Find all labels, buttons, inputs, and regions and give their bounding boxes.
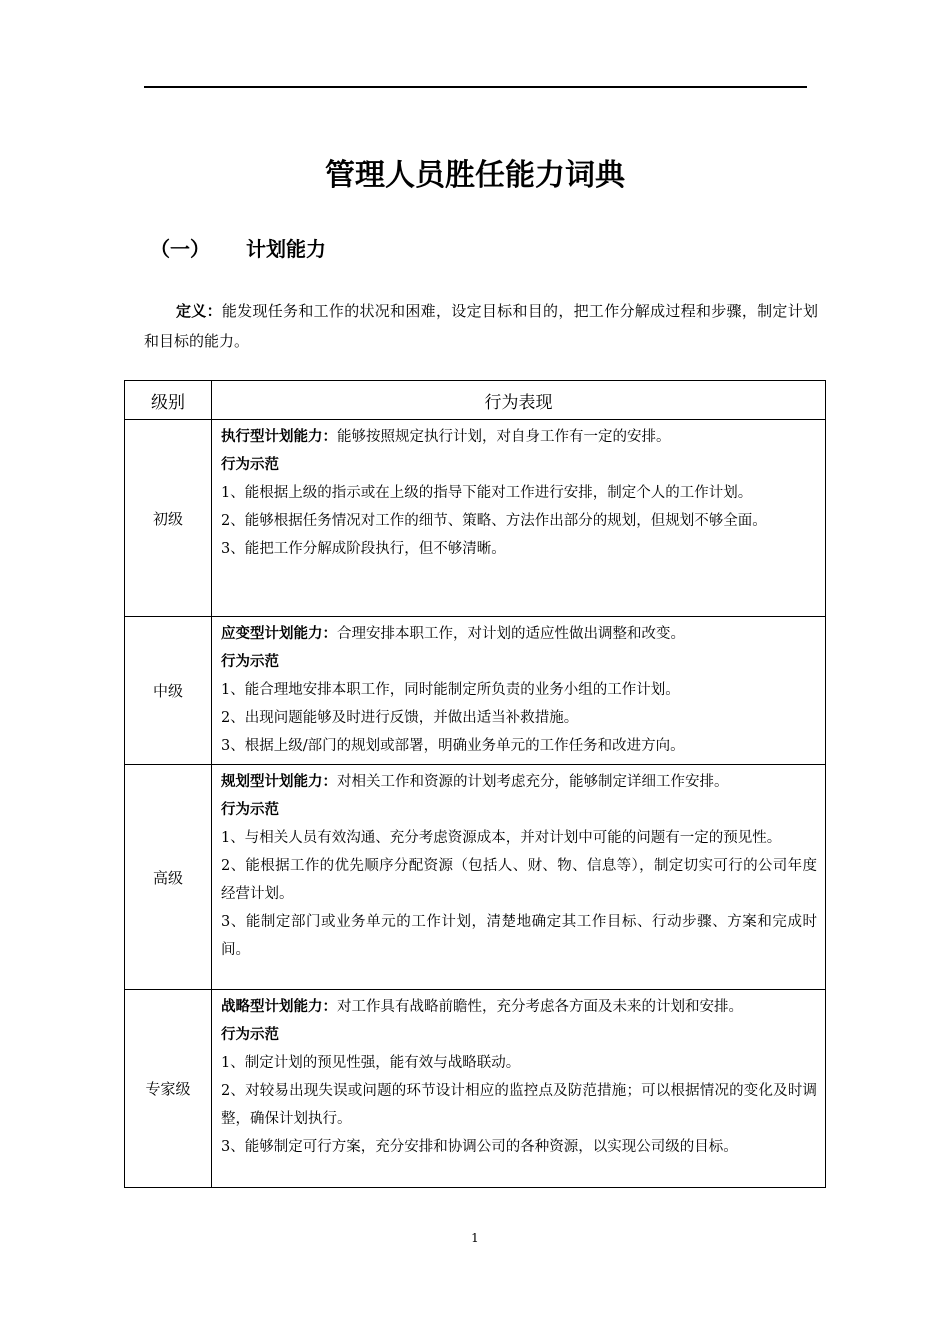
behavior-summary xyxy=(221,620,817,648)
table-row xyxy=(125,765,826,990)
example-item: 3、能够制定可行方案，充分安排和协调公司的各种资源，以实现公司级的目标。 xyxy=(221,1139,738,1155)
level-cell: 初级 xyxy=(125,420,212,617)
header-level: 级别 xyxy=(125,381,212,420)
behavior-summary xyxy=(221,993,817,1021)
definition-text: 能发现任务和工作的状况和困难，设定目标和目的，把工作分解成过程和步骤，制定计划和目标的能力。 xyxy=(144,302,818,350)
competency-type: 规划型计划能力： xyxy=(221,774,337,790)
level-cell: 专家级 xyxy=(125,990,212,1188)
competency-type: 执行型计划能力： xyxy=(221,429,337,445)
behavior-summary xyxy=(221,768,817,796)
example-item: 1、与相关人员有效沟通、充分考虑资源成本，并对计划中可能的问题有一定的预见性。 xyxy=(221,830,782,846)
competency-type: 应变型计划能力： xyxy=(221,626,337,642)
definition-label: 定义： xyxy=(176,302,222,320)
competency-summary: 对工作具有战略前瞻性，充分考虑各方面及未来的计划和安排。 xyxy=(337,999,743,1015)
example-item: 2、对较易出现失误或问题的环节设计相应的监控点及防范措施；可以根据情况的变化及时调整，确保计划执行。 xyxy=(221,1083,817,1127)
competency-summary: 合理安排本职工作，对计划的适应性做出调整和改变。 xyxy=(337,626,685,642)
examples-label: 行为示范 xyxy=(221,457,279,473)
example-item: 2、出现问题能够及时进行反馈，并做出适当补救措施。 xyxy=(221,710,579,726)
behavior-cell xyxy=(212,990,826,1188)
example-item: 2、能根据工作的优先顺序分配资源（包括人、财、物、信息等），制定切实可行的公司年度经营计划。 xyxy=(221,858,817,902)
example-item: 3、能制定部门或业务单元的工作计划，清楚地确定其工作目标、行动步骤、方案和完成时间。 xyxy=(221,914,817,958)
level-cell: 高级 xyxy=(125,765,212,990)
level-cell: 中级 xyxy=(125,617,212,765)
example-item: 1、制定计划的预见性强，能有效与战略联动。 xyxy=(221,1055,521,1071)
behavior-cell xyxy=(212,765,826,990)
competency-type: 战略型计划能力： xyxy=(221,999,337,1015)
examples-label: 行为示范 xyxy=(221,802,279,818)
document-title: 管理人员胜任能力词典 xyxy=(325,158,625,193)
competency-summary: 对相关工作和资源的计划考虑充分，能够制定详细工作安排。 xyxy=(337,774,729,790)
header-rule xyxy=(144,86,807,88)
definition-paragraph xyxy=(144,296,818,356)
behavior-summary xyxy=(221,423,817,451)
behavior-cell xyxy=(212,420,826,617)
example-item: 2、能够根据任务情况对工作的细节、策略、方法作出部分的规划，但规划不够全面。 xyxy=(221,513,767,529)
section-heading xyxy=(150,233,326,262)
example-item: 3、根据上级/部门的规划或部署，明确业务单元的工作任务和改进方向。 xyxy=(221,738,685,754)
table-row xyxy=(125,420,826,617)
competency-table xyxy=(124,380,826,1188)
table-row xyxy=(125,617,826,765)
example-item: 1、能合理地安排本职工作，同时能制定所负责的业务小组的工作计划。 xyxy=(221,682,680,698)
table-row xyxy=(125,990,826,1188)
example-item: 1、能根据上级的指示或在上级的指导下能对工作进行安排，制定个人的工作计划。 xyxy=(221,485,753,501)
section-name: 计划能力 xyxy=(246,237,326,261)
table-header-row xyxy=(125,381,826,420)
example-item: 3、能把工作分解成阶段执行，但不够清晰。 xyxy=(221,541,506,557)
behavior-cell xyxy=(212,617,826,765)
header-behavior: 行为表现 xyxy=(212,381,826,420)
section-number: （一） xyxy=(150,237,210,261)
competency-summary: 能够按照规定执行计划，对自身工作有一定的安排。 xyxy=(337,429,671,445)
page-number: 1 xyxy=(471,1231,479,1245)
examples-label: 行为示范 xyxy=(221,1027,279,1043)
examples-label: 行为示范 xyxy=(221,654,279,670)
